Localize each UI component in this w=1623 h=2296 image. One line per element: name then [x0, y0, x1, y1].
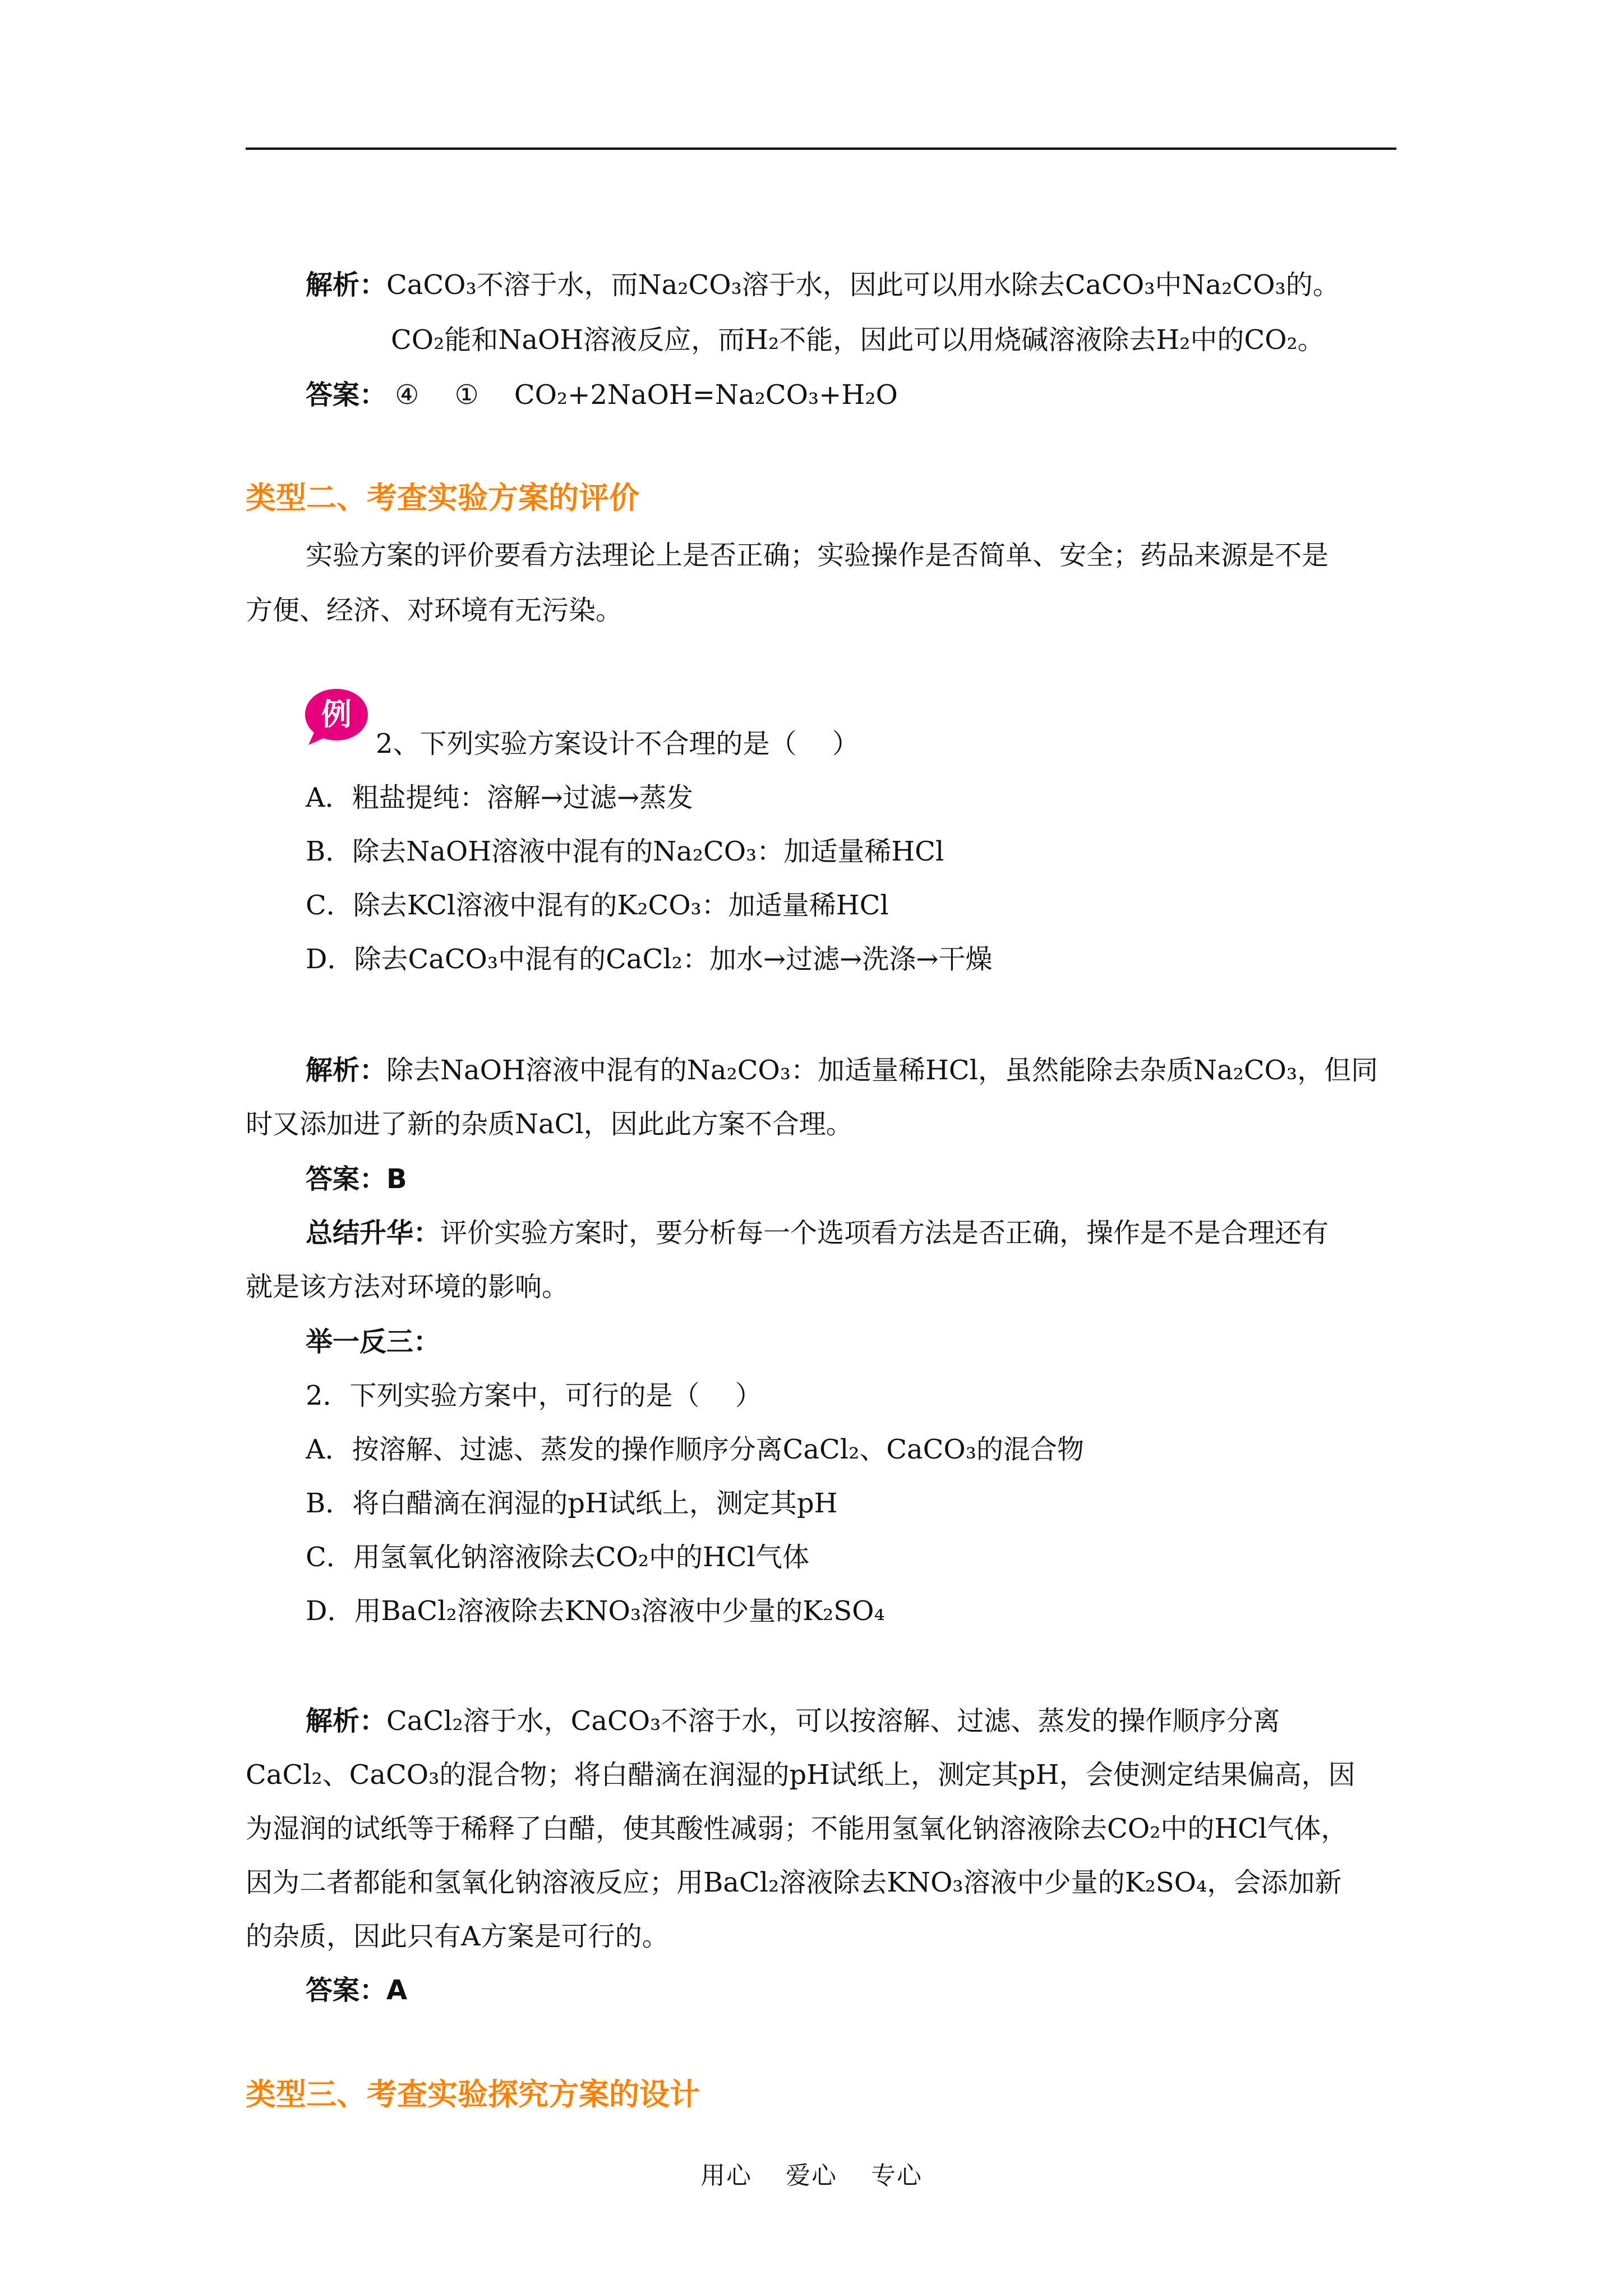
- practice-analysis-line-1: [306, 1704, 1280, 1738]
- answer-label: 答案：: [306, 1163, 387, 1195]
- analysis-label: 解析：: [306, 1705, 387, 1737]
- answer-text: A: [386, 1975, 408, 2006]
- answer-label: 答案：: [306, 379, 387, 411]
- example-option-c: C．除去KCl溶液中混有的K₂CO₃：加适量稀HCl: [306, 890, 889, 921]
- practice-option-d: D．用BaCl₂溶液除去KNO₃溶液中少量的K₂SO₄: [306, 1595, 885, 1627]
- example-option-d: D．除去CaCO₃中混有的CaCl₂：加水→过滤→洗涤→干燥: [306, 944, 993, 975]
- section-paragraph-line-1: 实验方案的评价要看方法理论上是否正确；实验操作是否简单、安全；药品来源是不是: [306, 540, 1329, 571]
- practice-analysis-line-3: 为湿润的试纸等于稀释了白醋，使其酸性减弱；不能用氢氧化钠溶液除去CO₂中的HCl气体，: [246, 1813, 1348, 1844]
- practice-label: 举一反三：: [306, 1326, 441, 1358]
- example-answer: [306, 1162, 407, 1196]
- example-badge-text: 例: [321, 697, 352, 732]
- example-option-b: B．除去NaOH溶液中混有的Na₂CO₃：加适量稀HCl: [306, 836, 944, 867]
- summary-label: 总结升华：: [306, 1217, 441, 1249]
- analysis-text: 除去NaOH溶液中混有的Na₂CO₃：加适量稀HCl，虽然能除去杂质Na₂CO₃，但同: [386, 1055, 1378, 1086]
- analysis-line-2: CO₂能和NaOH溶液反应，而H₂不能，因此可以用烧碱溶液除去H₂中的CO₂。: [391, 324, 1325, 356]
- summary-line-2: 就是该方法对环境的影响。: [246, 1271, 569, 1303]
- section-heading-3: 类型三、考查实验探究方案的设计: [246, 2077, 700, 2112]
- answer-text: B: [386, 1163, 407, 1195]
- practice-analysis-line-2: CaCl₂、CaCO₃的混合物；将白醋滴在润湿的pH试纸上，测定其pH，会使测定结果偏高，因: [246, 1759, 1355, 1791]
- answer-line: [306, 378, 898, 412]
- analysis-text: CaCO₃不溶于水，而Na₂CO₃溶于水，因此可以用水除去CaCO₃中Na₂CO₃的。: [386, 269, 1340, 301]
- page-footer: [0, 2155, 1623, 2191]
- example-analysis-line-1: [306, 1053, 1378, 1087]
- footer-item: 专心: [871, 2161, 923, 2190]
- answer-label: 答案：: [306, 1975, 387, 2006]
- example-question: 2、下列实验方案设计不合理的是（ ）: [376, 728, 859, 760]
- practice-option-c: C．用氢氧化钠溶液除去CO₂中的HCl气体: [306, 1542, 809, 1573]
- practice-question: 2．下列实验方案中，可行的是（ ）: [306, 1380, 762, 1411]
- practice-analysis-line-4: 因为二者都能和氢氧化钠溶液反应；用BaCl₂溶液除去KNO₃溶液中少量的K₂SO₄，会添加新: [246, 1867, 1342, 1898]
- footer-item: 用心: [700, 2161, 752, 2190]
- section-paragraph-line-2: 方便、经济、对环境有无污染。: [246, 595, 623, 626]
- practice-option-a: A．按溶解、过滤、蒸发的操作顺序分离CaCl₂、CaCO₃的混合物: [306, 1434, 1084, 1465]
- example-analysis-line-2: 时又添加进了新的杂质NaCl，因此此方案不合理。: [246, 1108, 853, 1140]
- summary-text: 评价实验方案时，要分析每一个选项看方法是否正确，操作是不是合理还有: [440, 1217, 1329, 1249]
- section-heading-2: 类型二、考查实验方案的评价: [246, 480, 639, 516]
- analysis-label: 解析：: [306, 1055, 387, 1086]
- practice-answer: [306, 1973, 407, 2007]
- header-rule: [246, 148, 1396, 150]
- analysis-text: CaCl₂溶于水，CaCO₃不溶于水，可以按溶解、过滤、蒸发的操作顺序分离: [386, 1705, 1280, 1737]
- analysis-label: 解析：: [306, 269, 387, 301]
- practice-option-b: B．将白醋滴在润湿的pH试纸上，测定其pH: [306, 1488, 838, 1519]
- practice-analysis-line-5: 的杂质，因此只有A方案是可行的。: [246, 1921, 669, 1952]
- footer-item: 爱心: [786, 2161, 837, 2190]
- example-option-a: A．粗盐提纯：溶解→过滤→蒸发: [306, 782, 694, 813]
- answer-text: ④ ① CO₂+2NaOH=Na₂CO₃+H₂O: [386, 379, 898, 411]
- analysis-line-1: [306, 268, 1340, 302]
- summary-line-1: [306, 1216, 1329, 1250]
- example-badge-icon: [303, 685, 370, 746]
